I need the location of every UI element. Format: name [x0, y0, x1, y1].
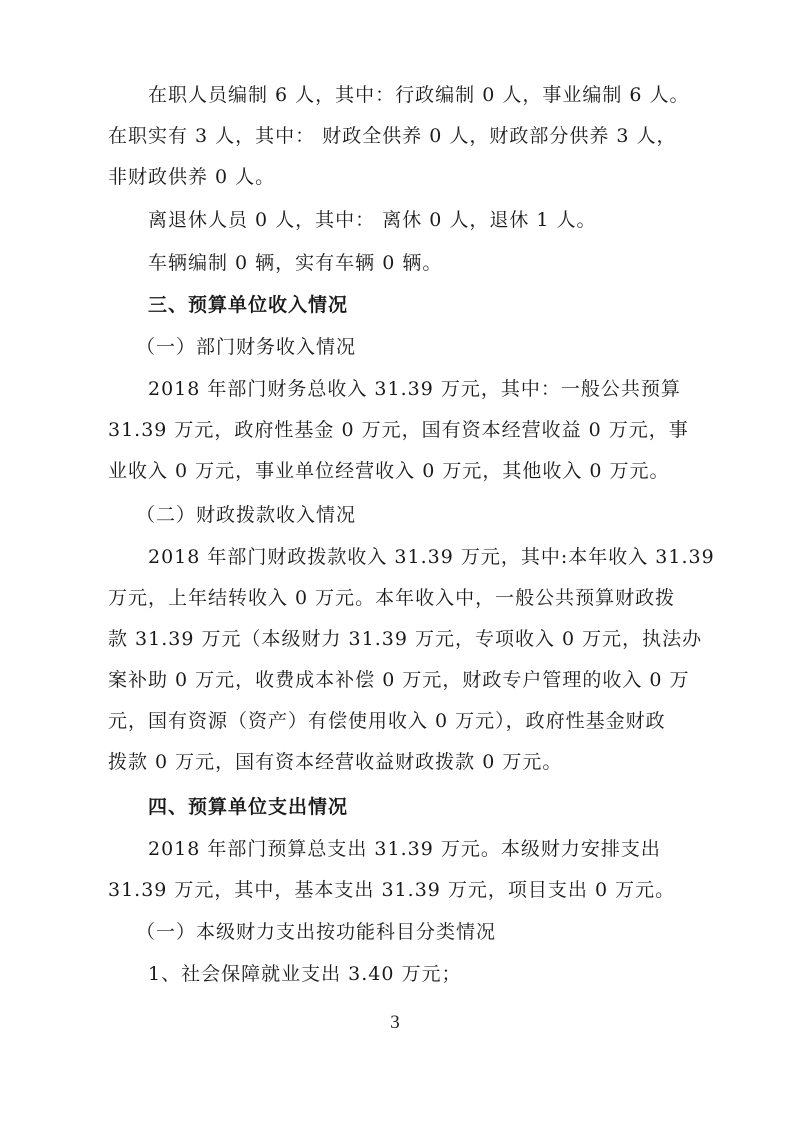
- heading-text: （二）财政拨款收入情况: [136, 504, 357, 526]
- staffing-paragraph: [108, 75, 690, 198]
- text-line: 元，国有资源（资产）有偿使用收入 0 万元），政府性基金财政: [108, 710, 666, 732]
- heading-text: 四、预算单位支出情况: [148, 796, 349, 818]
- text-line: 31.39 万元，政府性基金 0 万元，国有资本经营收益 0 万元，事: [108, 419, 689, 441]
- heading-text: （一）部门财务收入情况: [136, 336, 357, 358]
- section-heading-expenditure: [108, 787, 678, 828]
- text-line: 2018 年部门财政拨款收入 31.39 万元，其中:本年收入 31.39: [148, 546, 715, 568]
- subheading-financial-income: [108, 327, 678, 368]
- text-line: 非财政供养 0 人。: [108, 166, 276, 188]
- social-security-paragraph: [108, 954, 678, 995]
- financial-income-paragraph: [108, 369, 689, 492]
- text-line: 2018 年部门预算总支出 31.39 万元。本级财力安排支出: [148, 838, 661, 860]
- text-line: 在职人员编制 6 人，其中：行政编制 0 人，事业编制 6 人。: [148, 84, 690, 106]
- text-line: 在职实有 3 人，其中： 财政全供养 0 人，财政部分供养 3 人，: [108, 125, 677, 147]
- heading-text: 三、预算单位收入情况: [148, 294, 349, 316]
- text-line: 拨款 0 万元，国有资本经营收益财政拨款 0 万元。: [108, 751, 563, 773]
- retirees-paragraph: [108, 200, 678, 241]
- text-line: 款 31.39 万元（本级财力 31.39 万元，专项收入 0 万元，执法办: [108, 628, 703, 650]
- text-line: 万元，上年结转收入 0 万元。本年收入中，一般公共预算财政拨: [108, 587, 676, 609]
- text-line: 离退休人员 0 人，其中： 离休 0 人，退休 1 人。: [148, 209, 597, 231]
- text-line: 业收入 0 万元，事业单位经营收入 0 万元，其他收入 0 万元。: [108, 460, 670, 482]
- text-line: 31.39 万元，其中，基本支出 31.39 万元，项目支出 0 万元。: [108, 879, 676, 901]
- expenditure-paragraph: [108, 829, 678, 911]
- subheading-appropriation-income: [108, 495, 678, 536]
- vehicles-paragraph: [108, 243, 678, 284]
- section-heading-income: [108, 285, 678, 326]
- page-number: 3: [390, 1012, 400, 1033]
- text-line: 1、社会保障就业支出 3.40 万元；: [148, 963, 462, 985]
- subheading-functional-classification: [108, 912, 678, 953]
- text-line: 案补助 0 万元，收费成本补偿 0 万元，财政专户管理的收入 0 万: [108, 669, 690, 691]
- text-line: 2018 年部门财务总收入 31.39 万元，其中：一般公共预算: [148, 378, 681, 400]
- appropriation-income-paragraph: [108, 537, 715, 783]
- heading-text: （一）本级财力支出按功能科目分类情况: [136, 921, 497, 943]
- text-line: 车辆编制 0 辆，实有车辆 0 辆。: [148, 252, 443, 274]
